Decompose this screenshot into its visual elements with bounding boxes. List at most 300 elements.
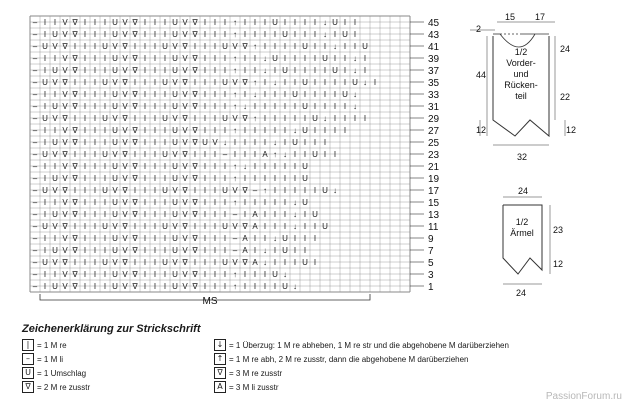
stitch-symbol: I xyxy=(233,138,237,147)
stitch-symbol: U xyxy=(332,66,338,75)
stitch-symbol: I xyxy=(253,198,257,207)
stitch-symbol: I xyxy=(83,90,87,99)
stitch-symbol: U xyxy=(42,222,48,231)
stitch-symbol: ∇ xyxy=(132,102,138,111)
stitch-symbol: U xyxy=(112,174,118,183)
stitch-symbol: I xyxy=(313,54,317,63)
row-number: 45 xyxy=(428,18,440,29)
stitch-symbol: V xyxy=(122,234,128,243)
stitch-symbol: ↑ xyxy=(253,42,257,51)
stitch-symbol: I xyxy=(163,270,167,279)
stitch-symbol: I xyxy=(203,270,207,279)
stitch-symbol: I xyxy=(273,246,277,255)
stitch-symbol: I xyxy=(293,18,297,27)
stitch-symbol: I xyxy=(343,54,347,63)
stitch-symbol: I xyxy=(153,126,157,135)
stitch-symbol: V xyxy=(182,174,188,183)
stitch-symbol: – xyxy=(32,198,38,207)
stitch-symbol: V xyxy=(62,66,68,75)
stitch-symbol: U xyxy=(172,282,178,291)
dim-24: 24 xyxy=(560,44,571,54)
k2tog-symbol-icon: ∇ xyxy=(22,381,34,393)
stitch-symbol: ∇ xyxy=(72,246,78,255)
stitch-symbol: V xyxy=(182,282,188,291)
stitch-symbol: I xyxy=(273,210,277,219)
stitch-symbol: ∇ xyxy=(192,18,198,27)
stitch-symbol: U xyxy=(172,270,178,279)
stitch-symbol: I xyxy=(133,258,137,267)
stitch-symbol: I xyxy=(313,90,317,99)
stitch-symbol: ↓ xyxy=(353,54,357,63)
stitch-symbol: U xyxy=(172,246,178,255)
stitch-symbol: V xyxy=(112,186,118,195)
stitch-symbol: I xyxy=(213,30,217,39)
stitch-symbol: I xyxy=(163,18,167,27)
stitch-symbol: I xyxy=(313,30,317,39)
stitch-symbol: V xyxy=(182,162,188,171)
stitch-symbol: I xyxy=(343,18,347,27)
stitch-symbol: I xyxy=(143,54,147,63)
stitch-symbol: I xyxy=(223,210,227,219)
stitch-symbol: U xyxy=(112,30,118,39)
stitch-symbol: ∇ xyxy=(182,150,188,159)
stitch-symbol: I xyxy=(143,198,147,207)
stitch-symbol: I xyxy=(163,174,167,183)
stitch-symbol: V xyxy=(182,138,188,147)
stitch-symbol: U xyxy=(42,78,48,87)
stitch-symbol: I xyxy=(283,102,287,111)
stitch-symbol: ∇ xyxy=(122,114,128,123)
stitch-symbol: I xyxy=(193,114,197,123)
stitch-symbol: U xyxy=(102,150,108,159)
stitch-symbol: I xyxy=(153,66,157,75)
stitch-symbol: I xyxy=(243,150,247,159)
stitch-symbol: I xyxy=(283,198,287,207)
stitch-symbol: I xyxy=(203,258,207,267)
stitch-symbol: I xyxy=(193,78,197,87)
stitch-symbol: V xyxy=(232,258,238,267)
stitch-symbol: I xyxy=(203,174,207,183)
stitch-symbol: ↑ xyxy=(233,102,237,111)
stitch-symbol: U xyxy=(282,246,288,255)
sleeve-dim-bottom: 24 xyxy=(516,288,527,298)
stitch-symbol: I xyxy=(103,90,107,99)
stitch-symbol: I xyxy=(293,174,297,183)
stitch-symbol: I xyxy=(43,246,47,255)
stitch-symbol: I xyxy=(43,234,47,243)
sleeve-label-2: Ärmel xyxy=(510,228,534,238)
stitch-symbol: ↓ xyxy=(273,138,277,147)
stitch-symbol: V xyxy=(182,210,188,219)
stitch-symbol: I xyxy=(143,90,147,99)
dim-44: 44 xyxy=(476,70,487,80)
stitch-symbol: I xyxy=(253,66,257,75)
stitch-symbol: I xyxy=(223,126,227,135)
stitch-symbol: – xyxy=(232,246,238,255)
stitch-symbol: I xyxy=(43,102,47,111)
stitch-symbol: I xyxy=(93,222,97,231)
stitch-symbol: I xyxy=(143,222,147,231)
stitch-symbol: V xyxy=(62,246,68,255)
stitch-symbol: U xyxy=(172,234,178,243)
stitch-symbol: I xyxy=(133,222,137,231)
stitch-symbol: I xyxy=(253,246,257,255)
stitch-symbol: I xyxy=(43,90,47,99)
stitch-symbol: I xyxy=(303,18,307,27)
stitch-symbol: ∇ xyxy=(72,30,78,39)
stitch-symbol: I xyxy=(343,66,347,75)
stitch-symbol: I xyxy=(253,138,257,147)
stitch-symbol: I xyxy=(203,66,207,75)
yarn-over-symbol-icon: U xyxy=(22,367,34,379)
stitch-symbol: U xyxy=(202,138,208,147)
stitch-symbol: I xyxy=(83,282,87,291)
stitch-symbol: I xyxy=(193,186,197,195)
front-label-1: 1/2 xyxy=(514,47,528,57)
stitch-symbol: U xyxy=(322,222,328,231)
stitch-symbol: I xyxy=(43,18,47,27)
stitch-symbol: I xyxy=(223,282,227,291)
stitch-symbol: I xyxy=(333,30,337,39)
stitch-symbol: I xyxy=(93,18,97,27)
stitch-symbol: I xyxy=(43,66,47,75)
stitch-symbol: I xyxy=(83,150,87,159)
stitch-symbol: I xyxy=(103,246,107,255)
stitch-symbol: I xyxy=(293,162,297,171)
stitch-symbol: I xyxy=(203,18,207,27)
stitch-symbol: – xyxy=(32,102,38,111)
stitch-symbol: I xyxy=(203,102,207,111)
stitch-symbol: ∇ xyxy=(62,114,68,123)
stitch-symbol: I xyxy=(73,42,77,51)
stitch-symbol: I xyxy=(103,162,107,171)
stitch-symbol: I xyxy=(203,54,207,63)
stitch-symbol: U xyxy=(272,54,278,63)
stitch-symbol: I xyxy=(213,174,217,183)
row-number: 21 xyxy=(428,162,440,173)
stitch-symbol: I xyxy=(143,282,147,291)
stitch-symbol: I xyxy=(343,42,347,51)
stitch-symbol: V xyxy=(122,30,128,39)
stitch-symbol: I xyxy=(283,18,287,27)
stitch-symbol: I xyxy=(93,102,97,111)
stitch-symbol: I xyxy=(313,18,317,27)
stitch-symbol: V xyxy=(172,78,178,87)
stitch-symbol: I xyxy=(293,66,297,75)
stitch-symbol: ∇ xyxy=(72,18,78,27)
stitch-symbol: – xyxy=(32,42,38,51)
stitch-symbol: U xyxy=(162,258,168,267)
stitch-symbol: ∇ xyxy=(192,90,198,99)
stitch-symbol: U xyxy=(42,42,48,51)
stitch-symbol: I xyxy=(213,282,217,291)
stitch-symbol: I xyxy=(103,198,107,207)
stitch-symbol: I xyxy=(223,54,227,63)
legend-text: = 2 M re zusstr xyxy=(37,382,91,392)
stitch-symbol: I xyxy=(73,150,77,159)
stitch-symbol: I xyxy=(303,138,307,147)
stitch-symbol: I xyxy=(263,198,267,207)
stitch-symbol: I xyxy=(303,150,307,159)
stitch-symbol: V xyxy=(112,78,118,87)
stitch-symbol: U xyxy=(112,270,118,279)
dim-2: 2 xyxy=(476,24,482,34)
stitch-symbol: ∇ xyxy=(72,270,78,279)
stitch-symbol: ∇ xyxy=(132,198,138,207)
stitch-symbol: I xyxy=(143,150,147,159)
stitch-symbol: I xyxy=(83,30,87,39)
stitch-symbol: I xyxy=(213,126,217,135)
stitch-symbol: I xyxy=(313,126,317,135)
row-number: 35 xyxy=(428,78,440,89)
stitch-symbol: I xyxy=(223,162,227,171)
stitch-symbol: U xyxy=(322,186,328,195)
stitch-symbol: I xyxy=(273,42,277,51)
stitch-symbol: I xyxy=(153,150,157,159)
stitch-symbol: I xyxy=(43,210,47,219)
stitch-symbol: V xyxy=(112,42,118,51)
stitch-symbol: I xyxy=(273,66,277,75)
stitch-symbol: U xyxy=(42,150,48,159)
dim-12-right: 12 xyxy=(566,125,577,135)
stitch-symbol: V xyxy=(52,114,58,123)
row-number: 13 xyxy=(428,210,440,221)
stitch-symbol: I xyxy=(243,90,247,99)
stitch-symbol: I xyxy=(203,78,207,87)
stitch-symbol: I xyxy=(253,270,257,279)
stitch-symbol: U xyxy=(112,234,118,243)
dim-17: 17 xyxy=(535,12,546,22)
stitch-symbol: ↓ xyxy=(363,78,367,87)
stitch-symbol: I xyxy=(263,42,267,51)
stitch-symbol: I xyxy=(103,30,107,39)
stitch-symbol: U xyxy=(362,42,368,51)
stitch-symbol: I xyxy=(43,162,47,171)
stitch-symbol: I xyxy=(223,234,227,243)
stitch-symbol: I xyxy=(253,18,257,27)
stitch-symbol: U xyxy=(272,18,278,27)
stitch-symbol: – xyxy=(32,258,38,267)
stitch-symbol: ↑ xyxy=(233,66,237,75)
stitch-symbol: I xyxy=(143,66,147,75)
stitch-symbol: – xyxy=(32,126,38,135)
stitch-symbol: U xyxy=(102,42,108,51)
stitch-symbol: I xyxy=(153,186,157,195)
stitch-symbol: U xyxy=(112,90,118,99)
chart-legend xyxy=(22,323,622,403)
stitch-symbol: U xyxy=(172,210,178,219)
stitch-symbol: V xyxy=(172,222,178,231)
stitch-symbol: I xyxy=(53,270,57,279)
stitch-symbol: I xyxy=(213,258,217,267)
stitch-symbol: I xyxy=(263,210,267,219)
stitch-symbol: ↓ xyxy=(273,78,277,87)
stitch-symbol: U xyxy=(312,210,318,219)
stitch-symbol: I xyxy=(213,90,217,99)
row-number: 17 xyxy=(428,186,440,197)
stitch-symbol: I xyxy=(263,114,267,123)
stitch-symbol: I xyxy=(193,150,197,159)
stitch-symbol: I xyxy=(103,138,107,147)
stitch-symbol: ↓ xyxy=(293,210,297,219)
stitch-symbol: V xyxy=(52,150,58,159)
stitch-symbol: I xyxy=(93,282,97,291)
stitch-symbol: I xyxy=(153,222,157,231)
stitch-symbol: I xyxy=(263,90,267,99)
stitch-symbol: I xyxy=(53,90,57,99)
legend-text: = 3 M re zusstr xyxy=(229,368,283,378)
stitch-symbol: ∇ xyxy=(132,54,138,63)
stitch-symbol: I xyxy=(143,114,147,123)
stitch-symbol: I xyxy=(313,66,317,75)
stitch-symbol: I xyxy=(273,30,277,39)
stitch-symbol: I xyxy=(143,258,147,267)
stitch-symbol: I xyxy=(203,246,207,255)
stitch-symbol: I xyxy=(353,42,357,51)
stitch-symbol: ↓ xyxy=(353,102,357,111)
stitch-symbol: I xyxy=(283,222,287,231)
stitch-symbol: I xyxy=(253,150,257,159)
dim-32: 32 xyxy=(517,152,528,162)
stitch-symbol: U xyxy=(172,90,178,99)
stitch-symbol: I xyxy=(93,258,97,267)
stitch-symbol: – xyxy=(32,18,38,27)
stitch-symbol: – xyxy=(32,210,38,219)
stitch-symbol: I xyxy=(323,138,327,147)
stitch-symbol: I xyxy=(323,66,327,75)
stitch-symbol: I xyxy=(203,210,207,219)
stitch-symbol: ∇ xyxy=(122,150,128,159)
stitch-symbol: ∇ xyxy=(192,234,198,243)
stitch-symbol: U xyxy=(292,90,298,99)
legend-item-k3tog xyxy=(214,367,282,379)
stitch-symbol: U xyxy=(302,42,308,51)
stitch-symbol: I xyxy=(83,18,87,27)
stitch-symbol: I xyxy=(133,150,137,159)
stitch-symbol: ∇ xyxy=(132,18,138,27)
stitch-symbol: I xyxy=(143,246,147,255)
stitch-symbol: V xyxy=(52,186,58,195)
stitch-symbol: I xyxy=(243,30,247,39)
stitch-symbol: I xyxy=(93,270,97,279)
stitch-symbol: U xyxy=(112,198,118,207)
stitch-symbol: I xyxy=(223,102,227,111)
stitch-symbol: I xyxy=(163,246,167,255)
stitch-symbol: I xyxy=(103,54,107,63)
stitch-symbol: U xyxy=(302,198,308,207)
stitch-symbol: A xyxy=(252,258,258,267)
stitch-symbol: I xyxy=(163,90,167,99)
stitch-symbol: I xyxy=(313,42,317,51)
stitch-symbol: ↑ xyxy=(233,198,237,207)
stitch-symbol: V xyxy=(62,126,68,135)
stitch-symbol: I xyxy=(43,138,47,147)
stitch-symbol: I xyxy=(223,270,227,279)
stitch-symbol: I xyxy=(43,282,47,291)
stitch-symbol: U xyxy=(172,174,178,183)
stitch-symbol: ∇ xyxy=(192,138,198,147)
stitch-symbol: I xyxy=(283,54,287,63)
stitch-symbol: ↑ xyxy=(253,114,257,123)
stitch-symbol: I xyxy=(83,198,87,207)
stitch-symbol: I xyxy=(213,270,217,279)
stitch-symbol: I xyxy=(93,174,97,183)
stitch-symbol: I xyxy=(243,126,247,135)
stitch-symbol: I xyxy=(303,210,307,219)
stitch-symbol: I xyxy=(263,126,267,135)
stitch-symbol: U xyxy=(112,246,118,255)
stitch-symbol: U xyxy=(112,18,118,27)
stitch-symbol: ∇ xyxy=(62,42,68,51)
stitch-symbol: V xyxy=(232,42,238,51)
stitch-symbol: I xyxy=(43,126,47,135)
stitch-symbol: ∇ xyxy=(72,66,78,75)
stitch-symbol: I xyxy=(163,162,167,171)
stitch-symbol: V xyxy=(232,186,238,195)
legend-item-k2tog xyxy=(22,381,90,393)
stitch-symbol: I xyxy=(213,102,217,111)
stitch-symbol: I xyxy=(83,114,87,123)
stitch-symbol: I xyxy=(253,102,257,111)
stitch-symbol: I xyxy=(213,54,217,63)
stitch-symbol: I xyxy=(143,186,147,195)
stitch-symbol: I xyxy=(143,270,147,279)
stitch-symbol: U xyxy=(172,30,178,39)
stitch-symbol: ∇ xyxy=(62,222,68,231)
stitch-symbol: V xyxy=(232,114,238,123)
stitch-symbol: U xyxy=(42,258,48,267)
stitch-symbol: – xyxy=(32,66,38,75)
stitch-symbol: I xyxy=(213,18,217,27)
stitch-symbol: I xyxy=(103,270,107,279)
stitch-symbol: – xyxy=(32,234,38,243)
stitch-symbol: V xyxy=(122,282,128,291)
row-number: 25 xyxy=(428,138,440,149)
stitch-symbol: I xyxy=(163,138,167,147)
stitch-symbol: I xyxy=(83,210,87,219)
stitch-symbol: I xyxy=(73,186,77,195)
stitch-symbol: I xyxy=(253,234,257,243)
stitch-symbol: ∇ xyxy=(242,42,248,51)
stitch-symbol: I xyxy=(323,150,327,159)
stitch-symbol: I xyxy=(333,54,337,63)
stitch-symbol: I xyxy=(263,138,267,147)
stitch-symbol: ∇ xyxy=(192,162,198,171)
stitch-symbol: ↓ xyxy=(243,102,247,111)
stitch-symbol: U xyxy=(102,114,108,123)
stitch-symbol: ↓ xyxy=(283,150,287,159)
stitch-symbol: U xyxy=(172,198,178,207)
stitch-symbol: I xyxy=(83,186,87,195)
stitch-symbol: – xyxy=(32,270,38,279)
stitch-symbol: I xyxy=(203,150,207,159)
stitch-symbol: I xyxy=(283,186,287,195)
stitch-symbol: V xyxy=(62,54,68,63)
stitch-symbol: V xyxy=(112,150,118,159)
stitch-symbol: I xyxy=(243,198,247,207)
stitch-symbol: ↑ xyxy=(233,162,237,171)
stitch-symbol: U xyxy=(302,162,308,171)
stitch-symbol: – xyxy=(32,114,38,123)
stitch-symbol: ∇ xyxy=(72,174,78,183)
stitch-symbol: ∇ xyxy=(192,66,198,75)
row-number: 41 xyxy=(428,42,440,53)
stitch-symbol: I xyxy=(303,30,307,39)
stitch-symbol: I xyxy=(203,282,207,291)
stitch-symbol: U xyxy=(172,66,178,75)
stitch-symbol: V xyxy=(62,18,68,27)
stitch-symbol: I xyxy=(293,150,297,159)
